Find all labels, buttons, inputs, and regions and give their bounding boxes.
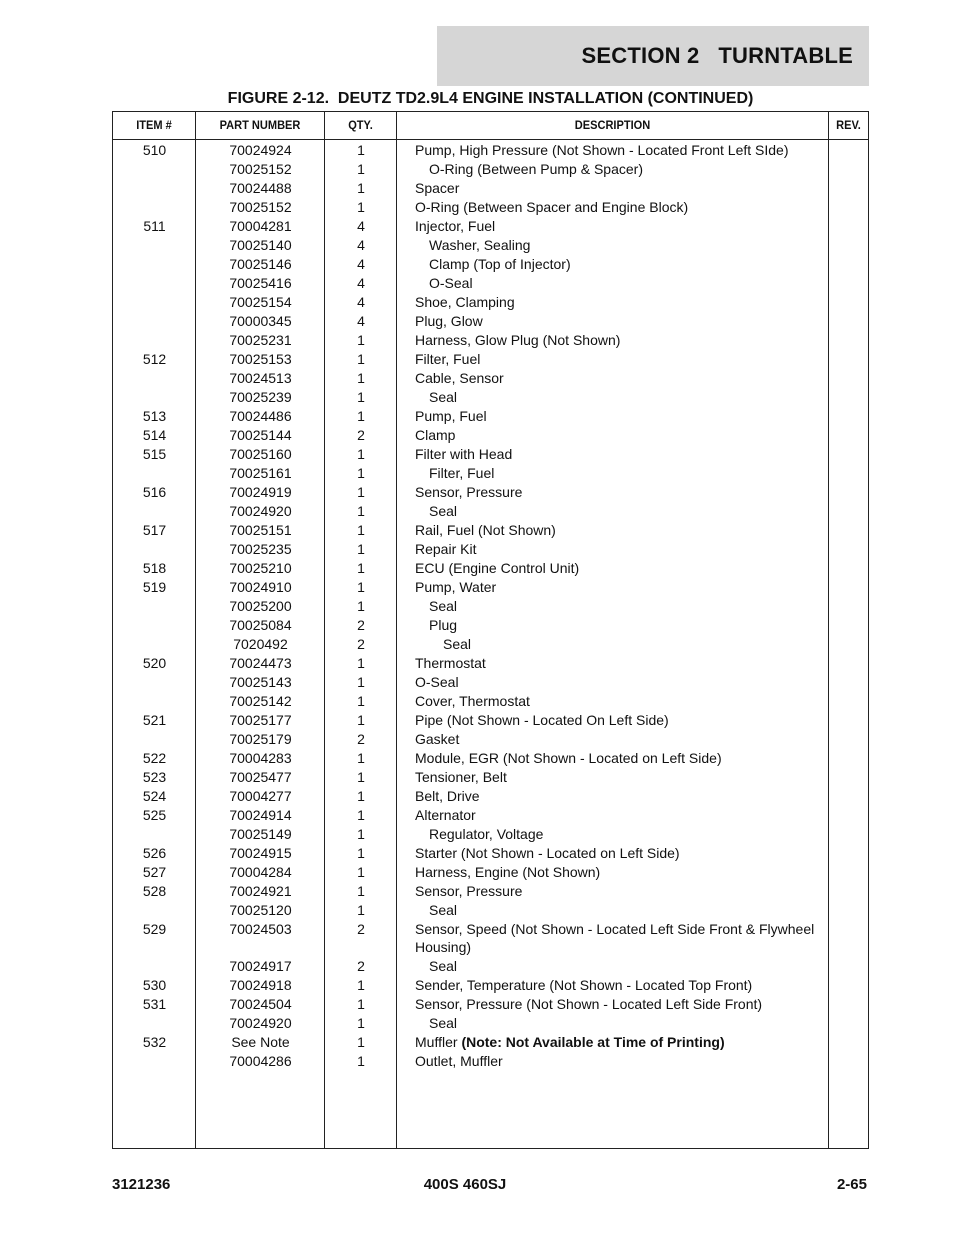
description-text: Plug, Glow xyxy=(415,313,483,329)
table-row xyxy=(113,197,868,216)
part-number-cell: 70024488 xyxy=(229,180,292,196)
description-cell xyxy=(415,387,823,406)
table-row xyxy=(113,596,868,615)
table-row xyxy=(113,1013,868,1032)
description-cell xyxy=(415,159,823,178)
column-header-qty: QTY. xyxy=(348,118,373,132)
part-number-cell: See Note xyxy=(231,1034,290,1050)
description-cell xyxy=(415,577,823,596)
item-number-cell: 532 xyxy=(142,1034,167,1050)
description-cell xyxy=(415,748,823,767)
item-number-cell: 529 xyxy=(142,921,167,937)
part-number-cell: 70025084 xyxy=(229,617,292,633)
part-number-cell: 70025200 xyxy=(229,598,292,614)
item-number-cell: 516 xyxy=(142,484,167,500)
part-number-cell: 70025146 xyxy=(229,256,292,272)
part-number-cell: 70025177 xyxy=(229,712,292,728)
item-number-cell: 517 xyxy=(142,522,167,538)
description-cell xyxy=(415,216,823,235)
table-row xyxy=(113,482,868,501)
qty-cell: 1 xyxy=(357,503,365,519)
part-number-cell: 70024917 xyxy=(229,958,292,974)
table-row xyxy=(113,1051,868,1070)
description-text: Module, EGR (Not Shown - Located on Left Side) xyxy=(415,750,722,766)
section-header xyxy=(437,26,869,86)
qty-cell: 1 xyxy=(357,807,365,823)
description-text: Sensor, Pressure (Not Shown - Located Left Side Front) xyxy=(415,996,763,1012)
part-number-cell: 70024473 xyxy=(229,655,292,671)
qty-cell: 2 xyxy=(357,921,365,937)
description-text: Seal xyxy=(429,902,458,918)
description-text: O-Ring (Between Spacer and Engine Block) xyxy=(415,199,689,215)
table-row xyxy=(113,824,868,843)
qty-cell: 1 xyxy=(357,996,365,1012)
description-text: Sensor, Pressure xyxy=(415,484,523,500)
qty-cell: 1 xyxy=(357,883,365,899)
description-text: Filter with Head xyxy=(415,446,513,462)
item-number-cell: 511 xyxy=(143,218,166,234)
part-number-cell: 70024921 xyxy=(229,883,292,899)
qty-cell: 2 xyxy=(357,731,365,747)
part-number-cell: 70024910 xyxy=(229,579,292,595)
description-cell xyxy=(415,824,823,843)
description-text: Cable, Sensor xyxy=(415,370,504,386)
description-text: Clamp xyxy=(415,427,456,443)
table-row xyxy=(113,425,868,444)
part-number-cell: 70025231 xyxy=(229,332,292,348)
description-text: Regulator, Voltage xyxy=(429,826,544,842)
qty-cell: 1 xyxy=(357,408,365,424)
description-text: Seal xyxy=(429,389,458,405)
description-text: Filter, Fuel xyxy=(415,351,481,367)
table-row xyxy=(113,994,868,1013)
qty-cell: 4 xyxy=(357,294,365,310)
qty-cell: 2 xyxy=(357,427,365,443)
description-text: O-Seal xyxy=(429,275,473,291)
description-cell xyxy=(415,805,823,824)
description-cell xyxy=(415,482,823,501)
qty-cell: 1 xyxy=(357,560,365,576)
part-number-cell: 70024920 xyxy=(229,1015,292,1031)
figure-title: FIGURE 2-12. DEUTZ TD2.9L4 ENGINE INSTALLATION (CONTINUED) xyxy=(227,90,754,107)
table-row xyxy=(113,881,868,900)
table-row xyxy=(113,273,868,292)
qty-cell: 1 xyxy=(357,142,365,158)
qty-cell: 1 xyxy=(357,161,365,177)
part-number-cell: 70000345 xyxy=(229,313,292,329)
table-row xyxy=(113,956,868,975)
qty-cell: 1 xyxy=(357,541,365,557)
part-number-cell: 70004283 xyxy=(229,750,292,766)
table-row xyxy=(113,862,868,881)
table-row xyxy=(113,729,868,748)
description-text: Pump, Water xyxy=(415,579,497,595)
qty-cell: 1 xyxy=(357,902,365,918)
part-number-cell: 70024914 xyxy=(229,807,292,823)
column-header-item: ITEM # xyxy=(136,118,172,132)
description-cell xyxy=(415,919,823,956)
item-number-cell: 524 xyxy=(142,788,167,804)
description-cell xyxy=(415,672,823,691)
part-number-cell: 70004277 xyxy=(229,788,292,804)
table-row xyxy=(113,710,868,729)
footer-document-number: 3121236 xyxy=(112,1176,171,1193)
qty-cell: 1 xyxy=(357,199,365,215)
description-cell xyxy=(415,463,823,482)
item-number-cell: 518 xyxy=(142,560,167,576)
table-row xyxy=(113,672,868,691)
item-number-cell: 520 xyxy=(142,655,167,671)
part-number-cell: 70025235 xyxy=(229,541,292,557)
description-cell xyxy=(415,843,823,862)
table-row xyxy=(113,444,868,463)
item-number-cell: 522 xyxy=(142,750,167,766)
qty-cell: 1 xyxy=(357,1053,365,1069)
table-row xyxy=(113,254,868,273)
table-row xyxy=(113,805,868,824)
item-number-cell: 526 xyxy=(142,845,167,861)
part-number-cell: 70025477 xyxy=(229,769,292,785)
qty-cell: 2 xyxy=(357,958,365,974)
description-cell xyxy=(415,615,823,634)
description-cell xyxy=(415,691,823,710)
qty-cell: 1 xyxy=(357,1034,365,1050)
qty-cell: 1 xyxy=(357,1015,365,1031)
part-number-cell: 70025151 xyxy=(229,522,292,538)
table-row xyxy=(113,577,868,596)
description-cell xyxy=(415,311,823,330)
part-number-cell: 70024503 xyxy=(229,921,292,937)
table-row xyxy=(113,634,868,653)
description-cell xyxy=(415,539,823,558)
description-note: (Note: Not Available at Time of Printing) xyxy=(461,1034,725,1050)
qty-cell: 1 xyxy=(357,864,365,880)
part-number-cell: 70024486 xyxy=(229,408,292,424)
qty-cell: 1 xyxy=(357,977,365,993)
description-text: Plug xyxy=(429,617,458,633)
qty-cell: 1 xyxy=(357,579,365,595)
description-text: Seal xyxy=(429,958,458,974)
table-row xyxy=(113,558,868,577)
description-cell xyxy=(415,558,823,577)
qty-cell: 1 xyxy=(357,826,365,842)
part-number-cell: 70004286 xyxy=(229,1053,292,1069)
table-row xyxy=(113,140,868,159)
table-row xyxy=(113,235,868,254)
qty-cell: 1 xyxy=(357,655,365,671)
description-cell xyxy=(415,767,823,786)
table-row xyxy=(113,615,868,634)
item-number-cell: 512 xyxy=(142,351,167,367)
table-row xyxy=(113,520,868,539)
qty-cell: 4 xyxy=(357,256,365,272)
column-header-description: DESCRIPTION xyxy=(574,118,651,132)
part-number-cell: 70025120 xyxy=(229,902,292,918)
description-cell xyxy=(415,786,823,805)
description-text: Clamp (Top of Injector) xyxy=(429,256,571,272)
qty-cell: 1 xyxy=(357,370,365,386)
table-row xyxy=(113,330,868,349)
part-number-cell: 70025149 xyxy=(229,826,292,842)
description-cell xyxy=(415,425,823,444)
table-header xyxy=(113,112,868,140)
description-cell xyxy=(415,900,823,919)
description-cell xyxy=(415,292,823,311)
part-number-cell: 70025210 xyxy=(229,560,292,576)
description-text: O-Seal xyxy=(415,674,459,690)
part-number-cell: 70025152 xyxy=(229,161,292,177)
description-text: ECU (Engine Control Unit) xyxy=(415,560,580,576)
item-number-cell: 527 xyxy=(142,864,167,880)
description-cell xyxy=(415,1051,823,1070)
part-number-cell: 70024513 xyxy=(229,370,292,386)
description-text: Seal xyxy=(429,1015,458,1031)
description-text: Sensor, Speed (Not Shown - Located Left Side Front & Flywheel Housing) xyxy=(415,921,815,955)
qty-cell: 2 xyxy=(357,617,365,633)
table-row xyxy=(113,349,868,368)
description-cell xyxy=(415,653,823,672)
description-text: Harness, Glow Plug (Not Shown) xyxy=(415,332,621,348)
description-text: Gasket xyxy=(415,731,460,747)
item-number-cell: 523 xyxy=(142,769,167,785)
description-cell xyxy=(415,330,823,349)
qty-cell: 4 xyxy=(357,218,365,234)
item-number-cell: 528 xyxy=(142,883,167,899)
description-text: Seal xyxy=(429,598,458,614)
parts-table xyxy=(112,111,869,1149)
part-number-cell: 70024919 xyxy=(229,484,292,500)
description-cell xyxy=(415,956,823,975)
description-text: Seal xyxy=(429,503,458,519)
column-header-part-number: PART NUMBER xyxy=(219,118,301,132)
description-cell xyxy=(415,368,823,387)
qty-cell: 1 xyxy=(357,598,365,614)
part-number-cell: 70024920 xyxy=(229,503,292,519)
description-cell xyxy=(415,1032,823,1051)
qty-cell: 1 xyxy=(357,674,365,690)
item-number-cell: 531 xyxy=(142,996,167,1012)
table-row xyxy=(113,387,868,406)
description-cell xyxy=(415,501,823,520)
description-cell xyxy=(415,862,823,881)
table-row xyxy=(113,767,868,786)
description-text: Pump, High Pressure (Not Shown - Located Front Left SIde) xyxy=(415,142,789,158)
description-text: Thermostat xyxy=(415,655,486,671)
item-number-cell: 515 xyxy=(142,446,167,462)
part-number-cell: 70025161 xyxy=(229,465,292,481)
table-row xyxy=(113,539,868,558)
description-text: Washer, Sealing xyxy=(429,237,531,253)
qty-cell: 4 xyxy=(357,237,365,253)
part-number-cell: 70025140 xyxy=(229,237,292,253)
description-text: Outlet, Muffler xyxy=(415,1053,503,1069)
table-row xyxy=(113,178,868,197)
description-text: Cover, Thermostat xyxy=(415,693,530,709)
description-cell xyxy=(415,729,823,748)
table-row xyxy=(113,1032,868,1051)
part-number-cell: 70004284 xyxy=(229,864,292,880)
table-row xyxy=(113,159,868,178)
part-number-cell: 70004281 xyxy=(229,218,292,234)
item-number-cell: 513 xyxy=(142,408,167,424)
description-text: Sensor, Pressure xyxy=(415,883,523,899)
table-row xyxy=(113,919,868,956)
part-number-cell: 7020492 xyxy=(233,636,288,652)
description-text: Alternator xyxy=(415,807,476,823)
item-number-cell: 514 xyxy=(142,427,167,443)
description-text: Filter, Fuel xyxy=(429,465,495,481)
table-row xyxy=(113,900,868,919)
description-cell xyxy=(415,406,823,425)
description-text: Rail, Fuel (Not Shown) xyxy=(415,522,556,538)
part-number-cell: 70025179 xyxy=(229,731,292,747)
description-text: Muffler xyxy=(415,1034,462,1050)
description-text: Harness, Engine (Not Shown) xyxy=(415,864,601,880)
qty-cell: 1 xyxy=(357,389,365,405)
qty-cell: 1 xyxy=(357,788,365,804)
part-number-cell: 70025144 xyxy=(229,427,292,443)
description-cell xyxy=(415,994,823,1013)
part-number-cell: 70025239 xyxy=(229,389,292,405)
part-number-cell: 70025160 xyxy=(229,446,292,462)
description-cell xyxy=(415,197,823,216)
description-cell xyxy=(415,140,823,159)
qty-cell: 1 xyxy=(357,332,365,348)
qty-cell: 1 xyxy=(357,693,365,709)
qty-cell: 2 xyxy=(357,636,365,652)
part-number-cell: 70025143 xyxy=(229,674,292,690)
description-cell xyxy=(415,975,823,994)
table-body xyxy=(113,140,868,1070)
item-number-cell: 510 xyxy=(142,142,167,158)
description-cell xyxy=(415,1013,823,1032)
table-row xyxy=(113,975,868,994)
part-number-cell: 70024504 xyxy=(229,996,292,1012)
description-text: Sender, Temperature (Not Shown - Located Top Front) xyxy=(415,977,753,993)
column-header-rev: REV. xyxy=(836,118,861,132)
qty-cell: 4 xyxy=(357,313,365,329)
qty-cell: 1 xyxy=(357,712,365,728)
description-text: Injector, Fuel xyxy=(415,218,496,234)
table-row xyxy=(113,501,868,520)
part-number-cell: 70025152 xyxy=(229,199,292,215)
description-text: Belt, Drive xyxy=(415,788,480,804)
description-text: O-Ring (Between Pump & Spacer) xyxy=(429,161,643,177)
qty-cell: 1 xyxy=(357,180,365,196)
qty-cell: 1 xyxy=(357,484,365,500)
description-text: Shoe, Clamping xyxy=(415,294,515,310)
description-cell xyxy=(415,254,823,273)
description-cell xyxy=(415,596,823,615)
table-row xyxy=(113,368,868,387)
section-title: SECTION 2 TURNTABLE xyxy=(581,43,853,68)
table-row xyxy=(113,216,868,235)
description-cell xyxy=(415,178,823,197)
table-row xyxy=(113,463,868,482)
qty-cell: 4 xyxy=(357,275,365,291)
description-cell xyxy=(415,881,823,900)
description-cell xyxy=(415,710,823,729)
table-row xyxy=(113,311,868,330)
qty-cell: 1 xyxy=(357,465,365,481)
part-number-cell: 70025153 xyxy=(229,351,292,367)
description-text: Repair Kit xyxy=(415,541,477,557)
table-row xyxy=(113,786,868,805)
table-row xyxy=(113,292,868,311)
qty-cell: 1 xyxy=(357,446,365,462)
part-number-cell: 70024915 xyxy=(229,845,292,861)
part-number-cell: 70025416 xyxy=(229,275,292,291)
table-row xyxy=(113,843,868,862)
description-cell xyxy=(415,520,823,539)
qty-cell: 1 xyxy=(357,522,365,538)
description-text: Spacer xyxy=(415,180,460,196)
description-cell xyxy=(415,235,823,254)
table-row xyxy=(113,653,868,672)
description-text: Tensioner, Belt xyxy=(415,769,507,785)
item-number-cell: 521 xyxy=(142,712,167,728)
qty-cell: 1 xyxy=(357,351,365,367)
item-number-cell: 519 xyxy=(142,579,167,595)
description-text: Pipe (Not Shown - Located On Left Side) xyxy=(415,712,669,728)
part-number-cell: 70024918 xyxy=(229,977,292,993)
footer-model: 400S 460SJ xyxy=(423,1176,507,1193)
description-text: Pump, Fuel xyxy=(415,408,487,424)
description-text: Seal xyxy=(443,636,472,652)
table-row xyxy=(113,406,868,425)
item-number-cell: 530 xyxy=(142,977,167,993)
description-cell xyxy=(415,273,823,292)
part-number-cell: 70025154 xyxy=(229,294,292,310)
description-cell xyxy=(415,349,823,368)
description-cell xyxy=(415,634,823,653)
description-cell xyxy=(415,444,823,463)
qty-cell: 1 xyxy=(357,750,365,766)
qty-cell: 1 xyxy=(357,769,365,785)
qty-cell: 1 xyxy=(357,845,365,861)
table-row xyxy=(113,748,868,767)
table-row xyxy=(113,691,868,710)
description-text: Starter (Not Shown - Located on Left Side) xyxy=(415,845,680,861)
footer-page-number: 2-65 xyxy=(836,1176,867,1193)
part-number-cell: 70024924 xyxy=(229,142,292,158)
part-number-cell: 70025142 xyxy=(229,693,292,709)
item-number-cell: 525 xyxy=(142,807,167,823)
